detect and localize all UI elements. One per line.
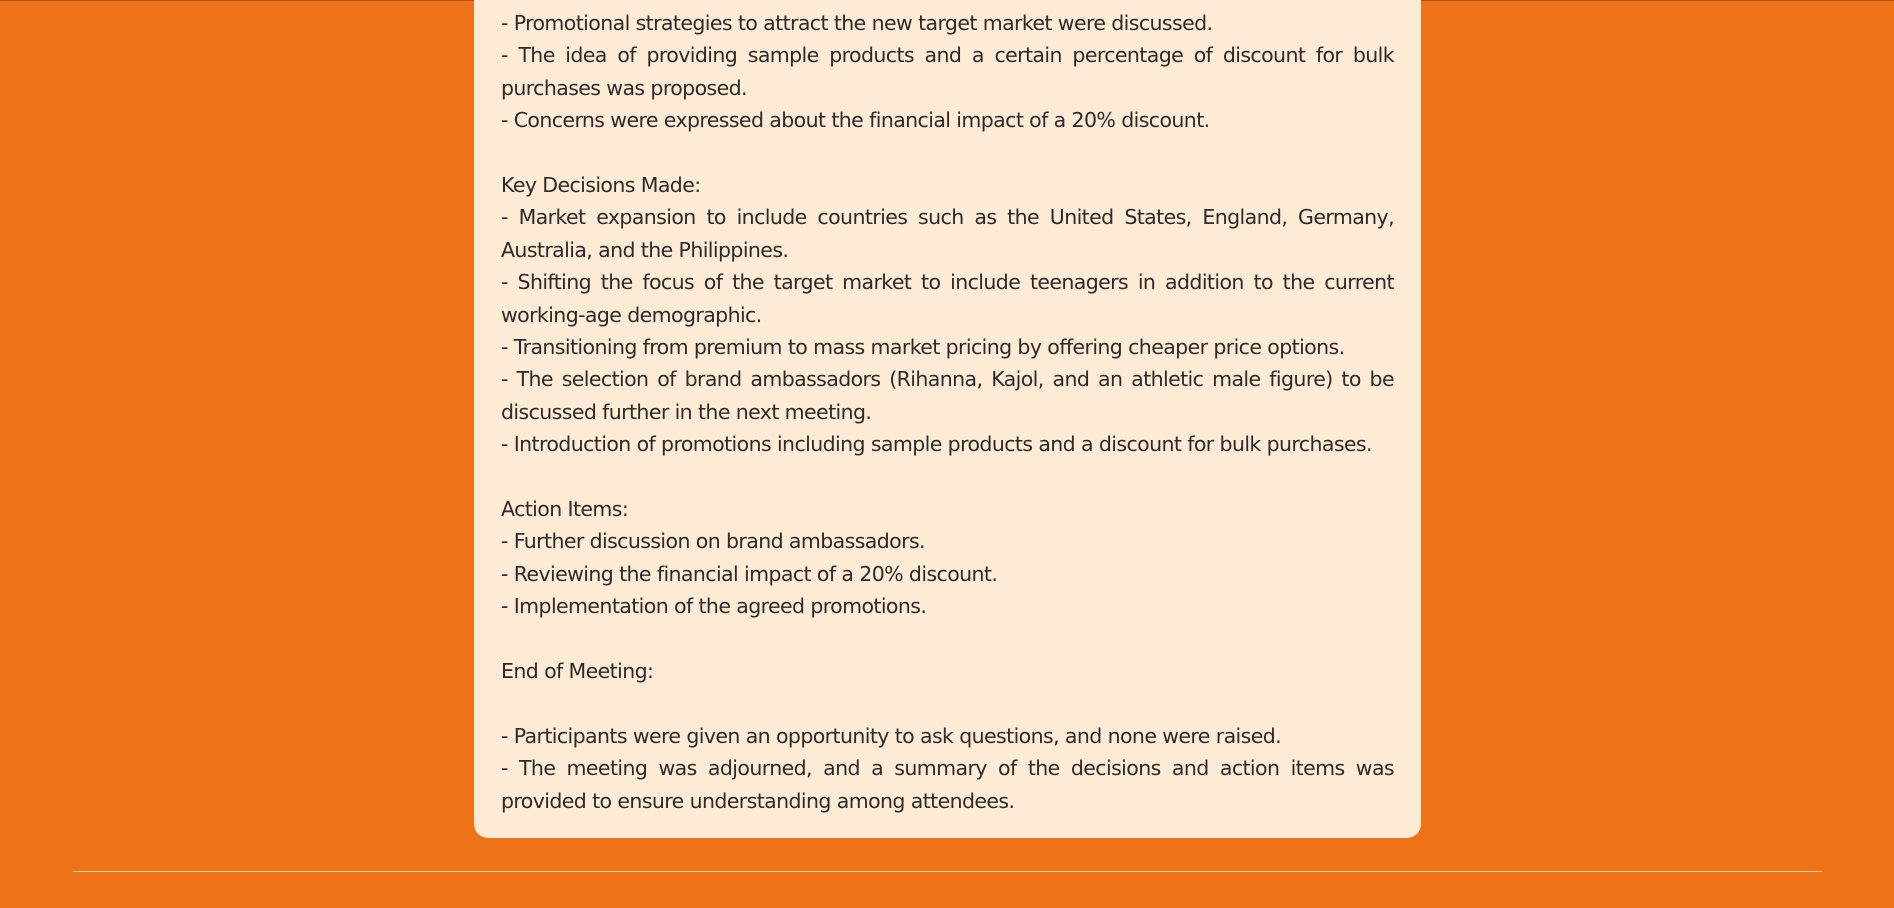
action-items-heading: Action Items: [501, 497, 629, 522]
key-decision-item: - Introduction of promotions including sample products and a discount for bulk purchases. [501, 432, 1372, 457]
discussion-item: - Promotional strategies to attract the new target market were discussed. [501, 11, 1213, 35]
paragraph-gap [501, 623, 1394, 655]
meeting-minutes-card [474, 0, 1421, 838]
end-of-meeting-heading: End of Meeting: [501, 659, 654, 684]
key-decision-item: - Transitioning from premium to mass market pricing by offering cheaper price options. [501, 335, 1345, 360]
key-decision-item: - Shifting the focus of the target market to include teenagers in addition to the current working-age demographic. [501, 270, 1394, 327]
end-of-meeting-item: - The meeting was adjourned, and a summary of the decisions and action items was provided to ensure understanding among attendees. [501, 756, 1394, 813]
action-item: - Reviewing the financial impact of a 20% discount. [501, 561, 998, 586]
key-decisions-heading: Key Decisions Made: [501, 173, 701, 198]
meeting-minutes-content [501, 7, 1394, 817]
paragraph-gap [501, 687, 1394, 719]
key-decision-item: - The selection of brand ambassadors (Rihanna, Kajol, and an athletic male figure) to be discussed further in the next meeting. [501, 367, 1394, 424]
end-of-meeting-item: - Participants were given an opportunity to ask questions, and none were raised. [501, 723, 1282, 748]
paragraph-gap [501, 461, 1394, 493]
key-decision-item: - Market expansion to include countries such as the United States, England, Germany, Australia, and the Philippines. [501, 205, 1394, 262]
action-item: - Implementation of the agreed promotions. [501, 594, 927, 619]
action-item: - Further discussion on brand ambassadors. [501, 529, 925, 554]
footer-divider [73, 871, 1822, 872]
discussion-item: - Concerns were expressed about the financial impact of a 20% discount. [501, 108, 1210, 133]
paragraph-gap [501, 137, 1394, 169]
discussion-item: - The idea of providing sample products and a certain percentage of discount for bulk purchases was proposed. [501, 43, 1394, 100]
